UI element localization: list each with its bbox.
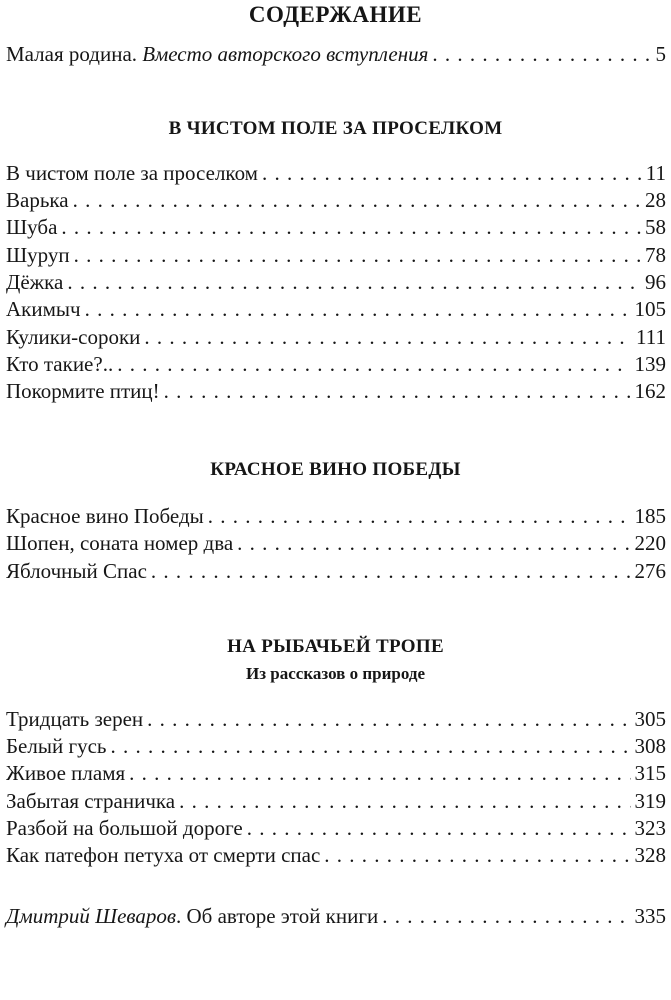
dot-leader <box>110 733 630 760</box>
toc-entry[interactable] <box>6 187 666 214</box>
contents-title: СОДЕРЖАНИЕ <box>248 2 423 27</box>
toc-entry[interactable] <box>6 269 666 296</box>
dot-leader <box>324 842 630 869</box>
entry-page: 185 <box>634 504 666 528</box>
dot-leader <box>117 351 630 378</box>
dot-leader <box>85 296 631 323</box>
entry-title: Варька <box>6 188 69 212</box>
dot-leader <box>67 269 641 296</box>
section-subheading: Из рассказов о природе <box>245 664 426 683</box>
entry-page: 5 <box>655 42 666 66</box>
toc-entry[interactable] <box>6 760 666 787</box>
entry-title: Шуруп <box>6 243 70 267</box>
toc-entry[interactable] <box>6 214 666 241</box>
dot-leader <box>262 160 642 187</box>
entry-page: 220 <box>634 531 666 555</box>
entry-title: Забытая страничка <box>6 789 176 813</box>
entry-title: Дёжка <box>6 270 64 294</box>
entry-title: Живое пламя <box>6 761 126 785</box>
toc-entry[interactable] <box>6 815 666 842</box>
entry-title: Разбой на большой дороге <box>6 816 243 840</box>
entry-page: 139 <box>634 352 666 376</box>
toc-entry[interactable] <box>6 351 666 378</box>
dot-leader <box>247 815 631 842</box>
entry-title: Яблочный Спас <box>6 559 147 583</box>
toc-entry-afterword[interactable] <box>6 903 666 930</box>
dot-leader <box>208 503 631 530</box>
toc-entry[interactable] <box>6 788 666 815</box>
entry-title: Дмитрий Шеваров. Об авторе этой книги <box>6 904 379 928</box>
section-heading: В ЧИСТОМ ПОЛЕ ЗА ПРОСЕЛКОМ <box>168 118 503 139</box>
dot-leader <box>144 324 632 351</box>
entry-page: 335 <box>634 904 666 928</box>
dot-leader <box>129 760 630 787</box>
entry-title: Акимыч <box>6 297 81 321</box>
entry-page: 305 <box>634 707 666 731</box>
entry-title: Кто такие?.. <box>6 352 114 376</box>
entry-title: Тридцать зерен <box>6 707 144 731</box>
toc-entry[interactable] <box>6 706 666 733</box>
entry-page: 315 <box>634 761 666 785</box>
toc-entry[interactable] <box>6 530 666 557</box>
dot-leader <box>382 903 630 930</box>
entry-title: Как патефон петуха от смерти спас <box>6 843 321 867</box>
entry-page: 328 <box>634 843 666 867</box>
toc-entry-intro[interactable] <box>6 41 666 68</box>
section-heading: НА РЫБАЧЬЕЙ ТРОПЕ <box>227 636 444 657</box>
toc-entry[interactable] <box>6 378 666 405</box>
entry-page: 28 <box>645 188 666 212</box>
entry-title: Малая родина. Вместо авторского вступления <box>6 42 429 66</box>
dot-leader <box>61 214 641 241</box>
dot-leader <box>179 788 630 815</box>
entry-page: 319 <box>634 789 666 813</box>
toc-entry[interactable] <box>6 160 666 187</box>
entry-page: 308 <box>634 734 666 758</box>
toc-entry[interactable] <box>6 324 666 351</box>
entry-title: Шуба <box>6 215 58 239</box>
dot-leader <box>164 378 631 405</box>
toc-entry[interactable] <box>6 558 666 585</box>
dot-leader <box>237 530 630 557</box>
entry-page: 105 <box>634 297 666 321</box>
toc-entry[interactable] <box>6 842 666 869</box>
dot-leader <box>73 187 641 214</box>
entry-page: 78 <box>645 243 666 267</box>
section-heading: КРАСНОЕ ВИНО ПОБЕДЫ <box>210 459 461 480</box>
entry-page: 96 <box>645 270 666 294</box>
entry-title: Красное вино Победы <box>6 504 204 528</box>
entry-page: 11 <box>645 161 666 185</box>
entry-page: 58 <box>645 215 666 239</box>
dot-leader <box>151 558 631 585</box>
entry-title: Белый гусь <box>6 734 107 758</box>
entry-title: В чистом поле за проселком <box>6 161 258 185</box>
dot-leader <box>147 706 630 733</box>
entry-page: 162 <box>634 379 666 403</box>
toc-entry[interactable] <box>6 503 666 530</box>
entry-title: Кулики-сороки <box>6 325 141 349</box>
entry-page: 276 <box>634 559 666 583</box>
entry-page: 111 <box>636 325 666 349</box>
toc-entry[interactable] <box>6 242 666 269</box>
dot-leader <box>432 41 651 68</box>
toc-entry[interactable] <box>6 296 666 323</box>
entry-title: Шопен, соната номер два <box>6 531 234 555</box>
toc-entry[interactable] <box>6 733 666 760</box>
entry-title: Покормите птиц! <box>6 379 160 403</box>
dot-leader <box>74 242 641 269</box>
entry-page: 323 <box>634 816 666 840</box>
